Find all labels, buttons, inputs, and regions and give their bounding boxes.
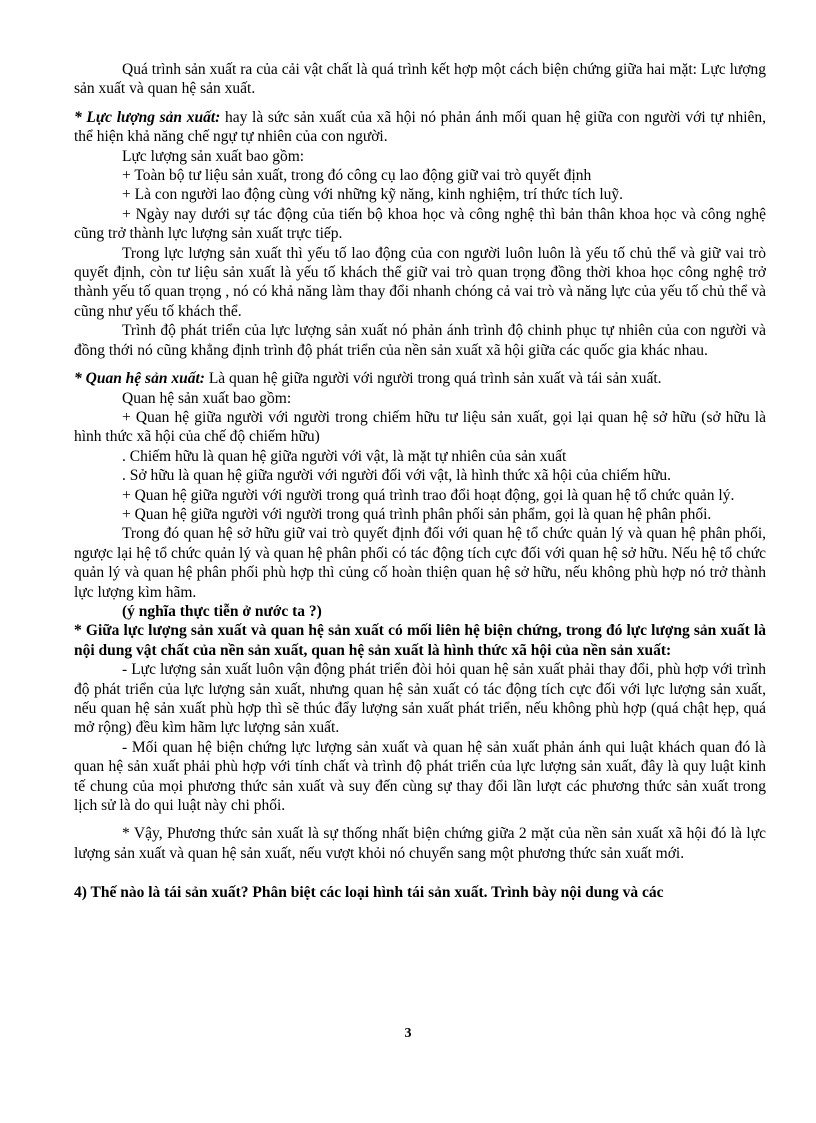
productive-forces-includes: Lực lượng sản xuất bao gồm: xyxy=(122,147,305,165)
productive-forces-definition xyxy=(74,108,766,147)
body-paragraph: - Lực lượng sản xuất luôn vận động phát triển đòi hỏi quan hệ sản xuất phải thay đổi, phù hợp với trình độ phát triển của lực lượng sản xuất, nhưng quan hệ sản xuất có tác động tích cực đối với lực lượng sản xuất, nếu quan hệ sản xuất phù hợp thì sẽ thúc đẩy lượng sản xuất phát triển, nếu không phù hợp (quá chật hẹp, quá mở rộng) đều kìm hãm lực lượng sản xuất. xyxy=(74,661,766,737)
list-item: . Sở hữu là quan hệ giữa người với người đối với vật, là hình thức xã hội của chiếm hữu. xyxy=(122,467,671,485)
production-relations-text: Là quan hệ giữa người với người trong quá trình sản xuất và tái sản xuất. xyxy=(204,370,662,388)
page-number: 3 xyxy=(404,1026,412,1041)
list-item: + Ngày nay dưới sự tác động của tiến bộ khoa học và công nghệ thì bản thân khoa học và công nghệ cũng trở thành lực lượng sản xuất trực tiếp. xyxy=(74,205,766,243)
practical-significance-note: (ý nghĩa thực tiễn ở nước ta ?) xyxy=(122,602,322,620)
conclusion-paragraph: * Vậy, Phương thức sản xuất là sự thống nhất biện chứng giữa 2 mặt của nền sản xuất xã hội đó là lực lượng sản xuất và quan hệ sản xuất, nếu vượt khỏi nó chuyển sang một phương thức sản xuất mới. xyxy=(74,825,766,862)
list-item: + Quan hệ giữa người với người trong chiếm hữu tư liệu sản xuất, gọi lại quan hệ sở hữu (sở hữu là hình thức xã hội của chế độ chiếm hữu) xyxy=(74,408,766,446)
intro-paragraph: Quá trình sản xuất ra của cải vật chất là quá trình kết hợp một cách biện chứng giữa hai mặt: Lực lượng sản xuất và quan hệ sản xuất. xyxy=(74,61,766,98)
body-paragraph: Trong đó quan hệ sở hữu giữ vai trò quyết định đối với quan hệ tổ chức quản lý và quan hệ phân phối, ngược lại hệ tổ chức quản lý và quan hệ phân phối có tác động tích cực đối với quan hệ sở hữu. Nếu hệ tổ chức quản lý và quan hệ phân phối phù hợp thì củng cố hoàn thiện quan hệ sở hữu, nếu không phù hợp nó trở thành lực lượng kìm hãm. xyxy=(74,525,766,601)
body-paragraph: - Mối quan hệ biện chứng lực lượng sản xuất và quan hệ sản xuất phản ánh qui luật khách quan đó là quan hệ sản xuất phải phù hợp với tính chất và trình độ phát triển của lực lượng sản xuất, đây là quy luật kinh tế chung của mọi phương thức sản xuất và suy đến cùng sự thay đổi lần lượt các phương thức sản xuất trong lịch sử là do qui luật này chi phối. xyxy=(74,738,766,815)
body-paragraph: Trong lực lượng sản xuất thì yếu tố lao động của con người luôn luôn là yếu tố chủ thể và giữ vai trò quyết định, còn tư liệu sản xuất là yếu tố khách thể giữ vai trò quan trọng đồng thời khoa học công nghệ trở thành yếu tố quan trọng , nó có khả năng làm thay đổi nhanh chóng cả vai trò và năng lực của yếu tố chủ thể và cũng như yếu tố khách thể. xyxy=(74,244,766,320)
list-item: + Là con người lao động cùng với những kỹ năng, kinh nghiệm, trí thức tích luỹ. xyxy=(122,186,624,204)
question-heading: 4) Thế nào là tái sản xuất? Phân biệt các loại hình tái sản xuất. Trình bày nội dung và các xyxy=(74,884,664,902)
document-page xyxy=(74,60,766,903)
production-relations-term: * Quan hệ sản xuất: xyxy=(74,370,205,388)
productive-forces-term: * Lực lượng sản xuất: xyxy=(74,108,221,126)
list-item: + Quan hệ giữa người với người trong quá trình trao đổi hoạt động, gọi là quan hệ tổ chức quản lý. xyxy=(122,486,735,504)
list-item: . Chiếm hữu là quan hệ giữa người với vật, là mặt tự nhiên của sản xuất xyxy=(122,447,567,465)
list-item: + Quan hệ giữa người với người trong quá trình phân phối sản phẩm, gọi là quan hệ phân phối. xyxy=(122,505,712,523)
productive-forces-text: hay là sức sản xuất của xã hội nó phản ánh mối quan hệ giữa con người với tự nhiên, thể hiện khả năng chế ngự tự nhiên của con người. xyxy=(74,108,766,146)
list-item: + Toàn bộ tư liệu sản xuất, trong đó công cụ lao động giữ vai trò quyết định xyxy=(122,167,592,185)
production-relations-includes: Quan hệ sản xuất bao gồm: xyxy=(122,389,292,407)
dialectical-relation-heading: * Giữa lực lượng sản xuất và quan hệ sản xuất có mối liên hệ biện chứng, trong đó lực lượng sản xuất là nội dung vật chất của nền sản xuất, quan hệ sản xuất là hình thức xã hội của nền sản xuất: xyxy=(74,622,766,659)
body-paragraph: Trình độ phát triển của lực lượng sản xuất nó phản ánh trình độ chinh phục tự nhiên của con người và đồng thới nó cũng khẳng định trình độ phát triển của nền sản xuất xã hội giữa các quốc gia khác nhau. xyxy=(74,322,766,359)
production-relations-definition xyxy=(74,369,766,388)
